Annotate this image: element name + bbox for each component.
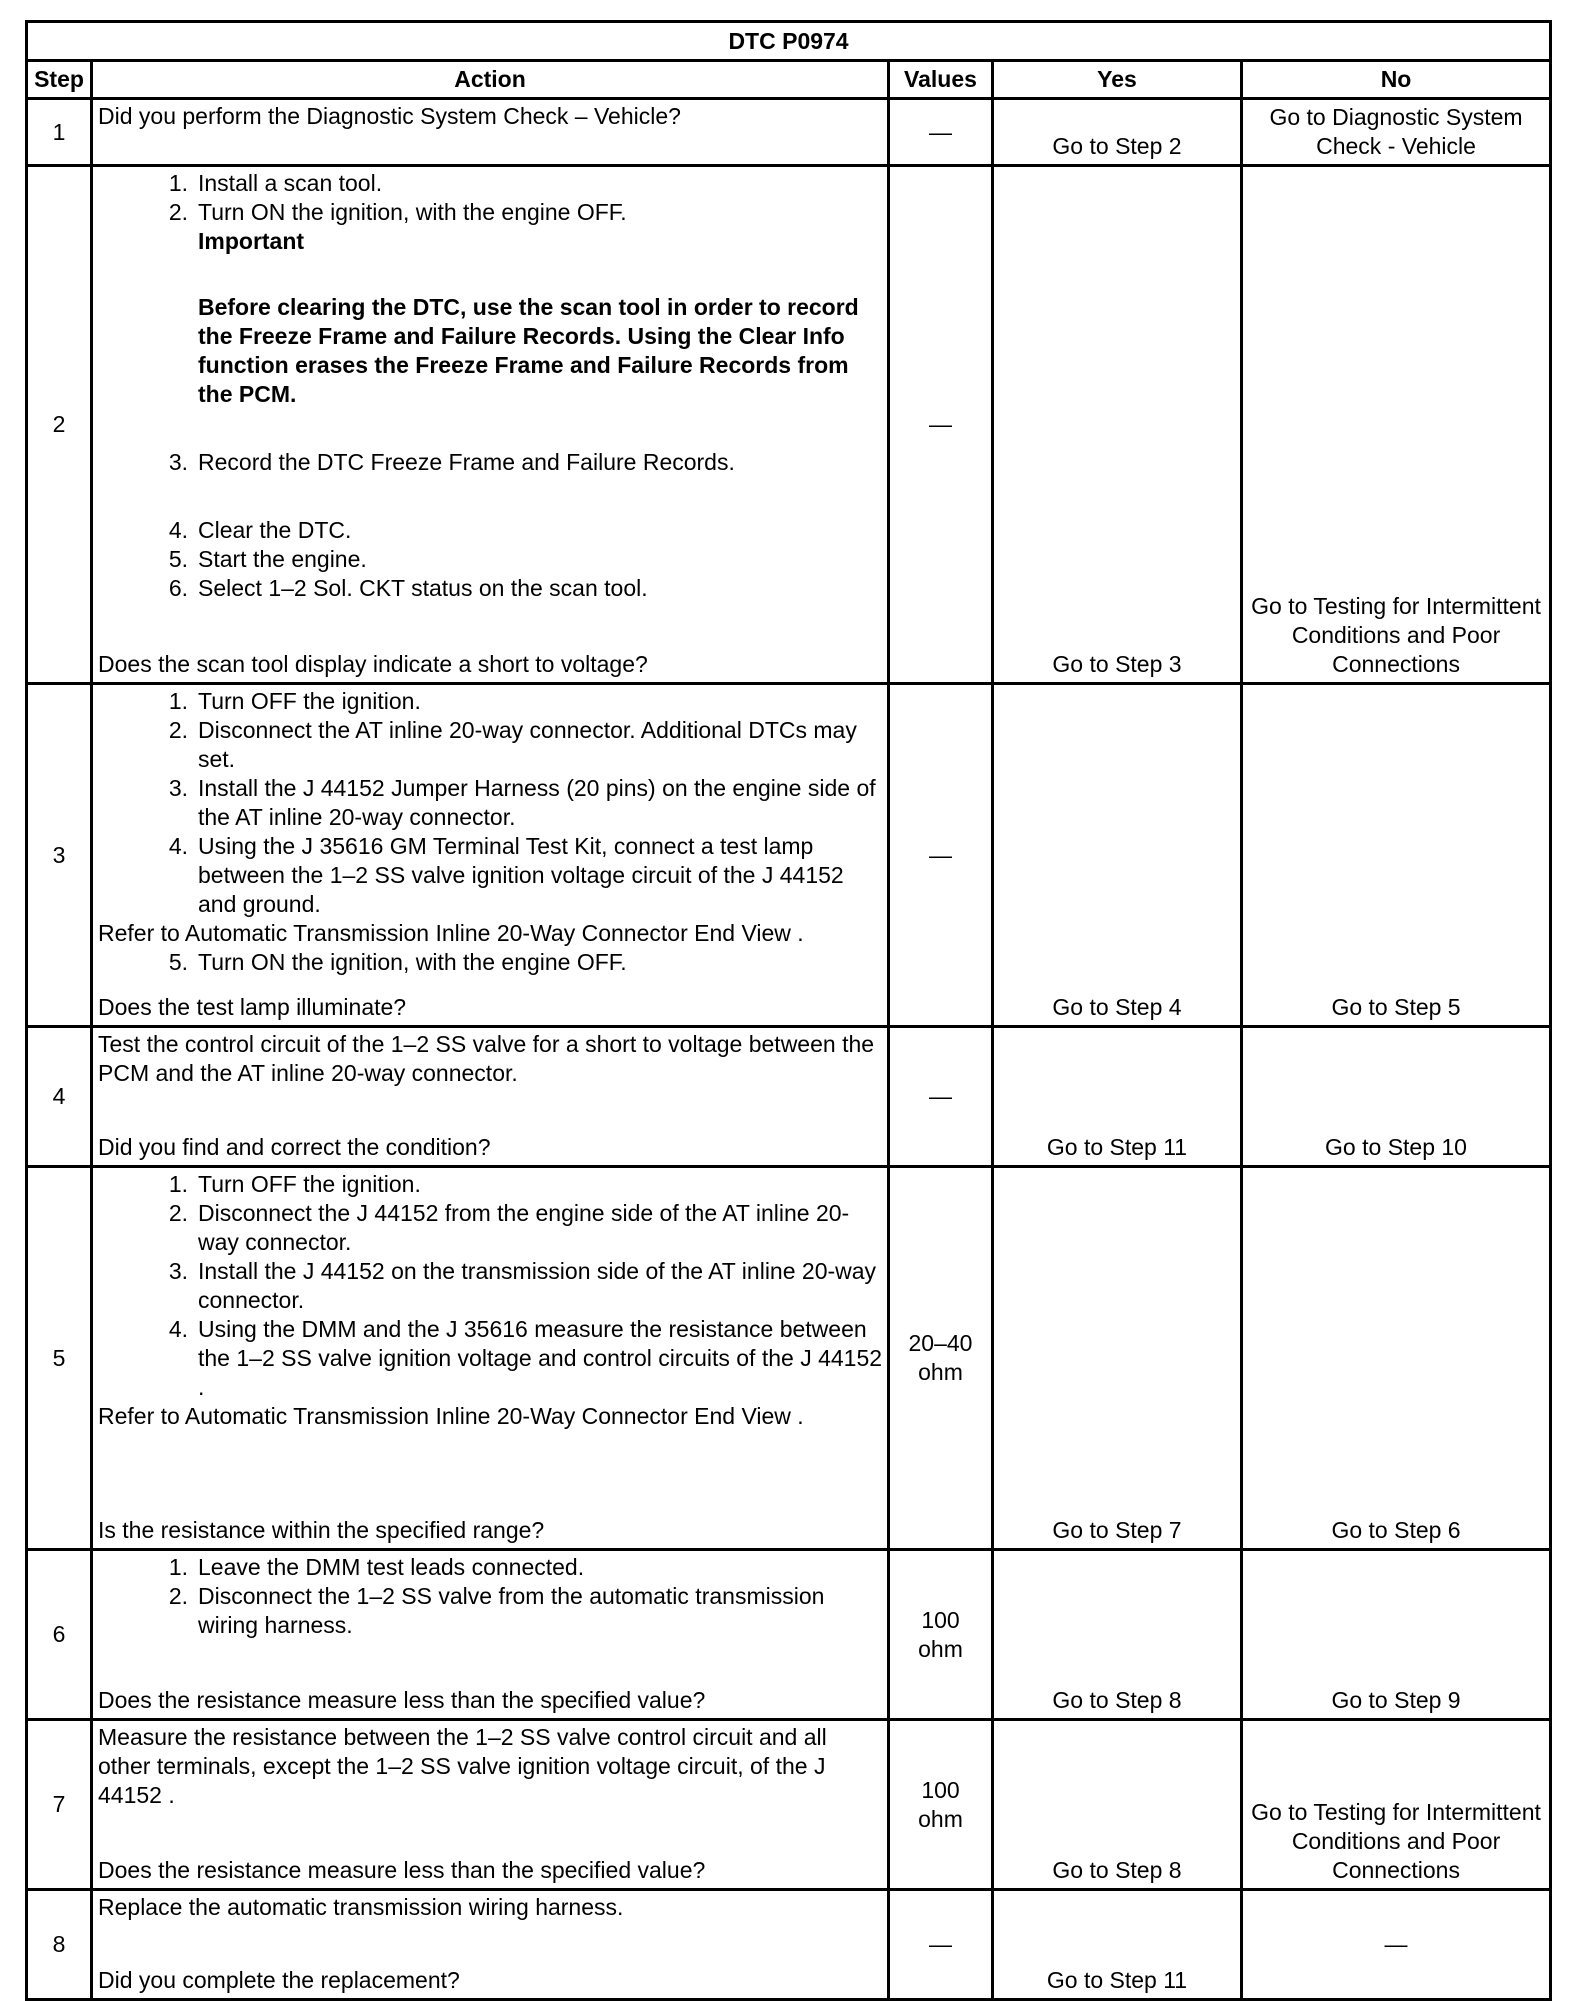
list-item: 2. Turn ON the ignition, with the engine OFF. bbox=[168, 199, 627, 225]
list-item: 4. Using the J 35616 GM Terminal Test Kit, connect a test lamp between the 1–2 SS valve ignition voltage circuit of the J 44152 and ground. bbox=[168, 833, 844, 917]
yes-cell: Go to Step 7 bbox=[993, 1167, 1242, 1550]
value-cell: — bbox=[889, 1890, 993, 2000]
header-yes: Yes bbox=[993, 61, 1242, 99]
table-row bbox=[27, 1720, 1551, 1890]
value-line: 100 bbox=[921, 1606, 960, 1633]
yes-cell: Go to Step 2 bbox=[993, 99, 1242, 166]
step-number: 4 bbox=[27, 1027, 92, 1167]
yes-cell: Go to Step 11 bbox=[993, 1027, 1242, 1167]
yes-cell: Go to Step 8 bbox=[993, 1720, 1242, 1890]
list-item: 5. Turn ON the ignition, with the engine OFF. bbox=[168, 949, 627, 975]
value-cell: — bbox=[889, 99, 993, 166]
header-step: Step bbox=[27, 61, 92, 99]
diagnostic-table-frame bbox=[25, 20, 1549, 2001]
action-cell bbox=[92, 99, 889, 166]
list-item: 4. Using the DMM and the J 35616 measure the resistance between the 1–2 SS valve ignition voltage and control circuits of the J 44152 . bbox=[168, 1316, 883, 1400]
list-item: 3. Record the DTC Freeze Frame and Failure Records. bbox=[168, 449, 735, 475]
important-label: Important bbox=[198, 228, 305, 254]
no-cell: Go to Testing for Intermittent Conditions and Poor Connections bbox=[1242, 1720, 1551, 1890]
list-item: 1. Install a scan tool. bbox=[168, 170, 383, 196]
list-item: 2. Disconnect the AT inline 20-way connector. Additional DTCs may set. bbox=[168, 717, 857, 772]
step-number: 3 bbox=[27, 684, 92, 1027]
step-number: 2 bbox=[27, 166, 92, 684]
action-cell bbox=[92, 684, 889, 1027]
action-cell bbox=[92, 1720, 889, 1890]
yes-cell: Go to Step 3 bbox=[993, 166, 1242, 684]
action-instruction: Test the control circuit of the 1–2 SS valve for a short to voltage between the PCM and the AT inline 20-way connector. bbox=[98, 1031, 875, 1086]
refer-text: Refer to Automatic Transmission Inline 20-Way Connector End View . bbox=[98, 920, 804, 946]
value-line: ohm bbox=[918, 1805, 963, 1832]
no-cell: Go to Step 9 bbox=[1242, 1550, 1551, 1720]
list-item: 1. Turn OFF the ignition. bbox=[168, 688, 421, 714]
action-question: Does the resistance measure less than the specified value? bbox=[98, 1687, 706, 1713]
step-number: 6 bbox=[27, 1550, 92, 1720]
list-item: 5. Start the engine. bbox=[168, 546, 367, 572]
value-cell: — bbox=[889, 166, 993, 684]
table-row bbox=[27, 1167, 1551, 1550]
no-cell: Go to Step 6 bbox=[1242, 1167, 1551, 1550]
value-cell bbox=[889, 1720, 993, 1890]
step-number: 5 bbox=[27, 1167, 92, 1550]
list-item: 1. Leave the DMM test leads connected. bbox=[168, 1554, 585, 1580]
table-title: DTC P0974 bbox=[27, 22, 1551, 61]
action-instruction: Measure the resistance between the 1–2 SS valve control circuit and all other terminals, except the 1–2 SS valve ignition voltage circuit, of the J 44152 . bbox=[98, 1724, 827, 1808]
step-number: 8 bbox=[27, 1890, 92, 2000]
list-item: 1. Turn OFF the ignition. bbox=[168, 1171, 421, 1197]
action-cell bbox=[92, 1890, 889, 2000]
table-row bbox=[27, 99, 1551, 166]
action-question: Does the test lamp illuminate? bbox=[98, 994, 407, 1020]
header-values: Values bbox=[889, 61, 993, 99]
table-row bbox=[27, 1890, 1551, 2000]
action-question: Did you find and correct the condition? bbox=[98, 1134, 491, 1160]
action-question: Does the resistance measure less than the specified value? bbox=[98, 1857, 706, 1883]
action-cell bbox=[92, 1167, 889, 1550]
no-cell: Go to Diagnostic System Check - Vehicle bbox=[1242, 99, 1551, 166]
table-row bbox=[27, 166, 1551, 684]
header-no: No bbox=[1242, 61, 1551, 99]
step-number: 1 bbox=[27, 99, 92, 166]
table-row bbox=[27, 1550, 1551, 1720]
list-item: 2. Disconnect the 1–2 SS valve from the automatic transmission wiring harness. bbox=[168, 1583, 825, 1638]
refer-text: Refer to Automatic Transmission Inline 20-Way Connector End View . bbox=[98, 1403, 804, 1429]
value-cell bbox=[889, 1167, 993, 1550]
yes-cell: Go to Step 4 bbox=[993, 684, 1242, 1027]
value-line: ohm bbox=[918, 1635, 963, 1662]
step-number: 7 bbox=[27, 1720, 92, 1890]
diagnostic-table bbox=[25, 20, 1552, 2001]
value-line: 20–40 bbox=[908, 1330, 973, 1356]
yes-cell: Go to Step 8 bbox=[993, 1550, 1242, 1720]
header-action: Action bbox=[92, 61, 889, 99]
value-line: ohm bbox=[918, 1359, 963, 1385]
yes-cell: Go to Step 11 bbox=[993, 1890, 1242, 2000]
action-cell bbox=[92, 1550, 889, 1720]
important-text: Before clearing the DTC, use the scan tool in order to record the Freeze Frame and Failure Records. Using the Clear Info function erases the Freeze Frame and Failure Records from the PCM. bbox=[198, 294, 859, 407]
action-question: Did you perform the Diagnostic System Check – Vehicle? bbox=[98, 103, 681, 129]
table-row bbox=[27, 1027, 1551, 1167]
no-cell: — bbox=[1242, 1890, 1551, 2000]
action-question: Is the resistance within the specified range? bbox=[98, 1517, 545, 1543]
no-cell: Go to Step 10 bbox=[1242, 1027, 1551, 1167]
no-cell: Go to Step 5 bbox=[1242, 684, 1551, 1027]
value-cell: — bbox=[889, 684, 993, 1027]
list-item: 6. Select 1–2 Sol. CKT status on the scan tool. bbox=[168, 575, 648, 601]
action-cell bbox=[92, 166, 889, 684]
action-instruction: Replace the automatic transmission wiring harness. bbox=[98, 1894, 624, 1920]
action-question: Does the scan tool display indicate a short to voltage? bbox=[98, 651, 648, 677]
value-line: 100 bbox=[921, 1776, 960, 1803]
value-cell bbox=[889, 1550, 993, 1720]
list-item: 2. Disconnect the J 44152 from the engine side of the AT inline 20-way connector. bbox=[168, 1200, 850, 1255]
no-cell: Go to Testing for Intermittent Conditions and Poor Connections bbox=[1242, 166, 1551, 684]
action-cell bbox=[92, 1027, 889, 1167]
action-question: Did you complete the replacement? bbox=[98, 1967, 460, 1993]
list-item: 4. Clear the DTC. bbox=[168, 517, 352, 543]
table-row bbox=[27, 684, 1551, 1027]
value-cell: — bbox=[889, 1027, 993, 1167]
list-item: 3. Install the J 44152 on the transmission side of the AT inline 20-way connector. bbox=[168, 1258, 877, 1313]
list-item: 3. Install the J 44152 Jumper Harness (20 pins) on the engine side of the AT inline 20-way connector. bbox=[168, 775, 876, 830]
